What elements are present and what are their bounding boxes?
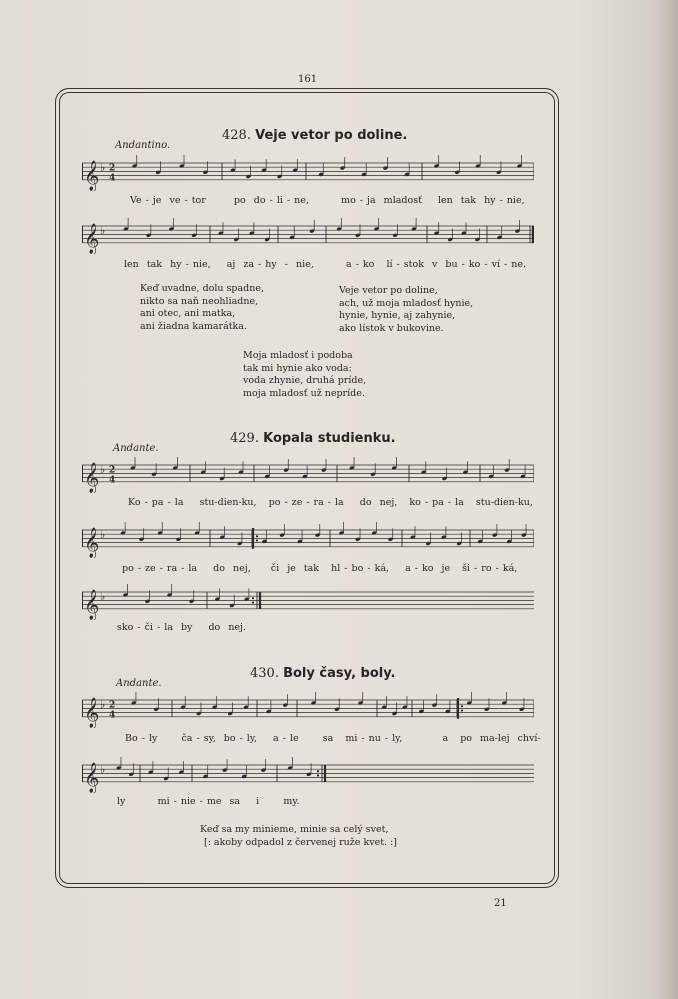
song-429-lyrics-1: Ko - pa - la stu-dien-ku, po - ze - ra - la do nej, ko - pa - la stu-dien-ku, [128,497,533,508]
song-429-staff-2 [82,522,534,558]
song-428-name: Veje vetor po doline. [255,128,408,143]
treble-clef-icon: 𝄞 [84,697,100,728]
page-number-top: 161 [298,74,318,85]
flat-sign-icon: ♭ [100,590,106,603]
verse-line: ako lístok v bukovine. [339,322,444,334]
verse-line: ani žiadna kamarátka. [140,320,247,332]
treble-clef-icon: 𝄞 [84,160,100,191]
verse-line: [: akoby odpadol z červenej ruže kvet. :] [204,836,397,848]
repeat-dot [252,597,254,599]
song-430-staff-2 [82,757,534,793]
time-signature-bottom: 4 [109,173,116,184]
song-430-name: Boly časy, boly. [283,666,396,681]
flat-sign-icon: ♭ [100,224,106,237]
treble-clef-icon: 𝄞 [84,589,100,620]
repeat-dot [461,705,463,707]
repeat-dot [317,770,319,772]
verse-line: Veje vetor po doline, [339,285,438,296]
song-428-verse-1 [140,283,264,333]
verse-line: moja mladosť už nepríde. [243,387,365,399]
song-429-lyrics-2: po - ze - ra - la do nej, či je tak hl - bo - ká, a - ko je ši - ro - ká, [122,563,518,574]
song-429-tempo: Andante. [113,443,159,454]
verse-line: Keď sa my minieme, minie sa celý svet, [200,824,389,835]
flat-sign-icon: ♭ [100,763,106,776]
time-signature-bottom: 4 [109,475,116,486]
verse-line: Keď uvadne, dolu spadne, [140,283,265,294]
repeat-dot [256,535,258,537]
time-signature-top: 2 [109,163,116,174]
song-429-lyrics-3: sko - či - la by do nej. [117,622,247,633]
song-428-lyrics-2: len tak hy - nie, aj za - hy - nie, a - ko lí - stok v bu - ko - ví - ne. [124,259,526,270]
verse-line: ani otec, ani matka, [140,308,236,319]
flat-sign-icon: ♭ [100,698,106,711]
song-430-lyrics-2: ly mi - nie - me sa i my. [117,796,300,807]
verse-line: voda zhynie, druhá príde, [243,375,367,386]
verse-line: Moja mladosť i podoba [243,350,353,361]
flat-sign-icon: ♭ [100,528,106,541]
repeat-dot [256,540,258,542]
flat-sign-icon: ♭ [100,463,106,476]
repeat-dot [317,775,319,777]
song-430-staff-1 [82,692,534,728]
song-428-staff-2 [82,218,534,254]
song-429-staff-3 [82,584,534,620]
verse-line: ach, už moja mladosť hynie, [339,297,474,309]
song-430-verse [200,824,397,849]
treble-clef-icon: 𝄞 [84,527,100,558]
song-430-number: 430. [250,666,279,681]
repeat-dot [461,710,463,712]
treble-clef-icon: 𝄞 [84,223,100,254]
song-428-staff-1 [82,155,534,191]
repeat-dot [252,602,254,604]
time-signature-top: 2 [109,700,116,711]
page-number-bottom: 21 [494,898,507,909]
song-429-title [230,431,396,446]
song-428-number: 428. [222,128,251,143]
treble-clef-icon: 𝄞 [84,462,100,493]
song-429-name: Kopala studienku. [263,431,396,446]
verse-line: tak mi hynie ako voda: [243,362,352,374]
treble-clef-icon: 𝄞 [84,762,100,793]
song-428-title [222,128,407,143]
song-430-title [250,666,395,681]
song-428-verse-3 [243,350,366,400]
page-edge-shadow [656,0,678,999]
verse-line: hynie, hynie, aj zahynie, [339,310,456,321]
song-428-verse-2 [339,285,473,335]
song-430-lyrics-1: Bo - ly ča - sy, bo - ly, a - le sa mi - nu - ly, a po ma-lej chví- [125,733,541,744]
song-429-staff-1 [82,457,534,493]
song-428-lyrics-1: Ve - je ve - tor po do - li - ne, mo - ja mladosť len tak hy - nie, [130,195,525,206]
song-428-tempo: Andantino. [115,140,171,151]
time-signature-top: 2 [109,465,116,476]
song-430-tempo: Andante. [116,678,162,689]
song-429-number: 429. [230,431,259,446]
verse-line: nikto sa naň neohliadne, [140,295,259,307]
flat-sign-icon: ♭ [100,161,106,174]
time-signature-bottom: 4 [109,710,116,721]
